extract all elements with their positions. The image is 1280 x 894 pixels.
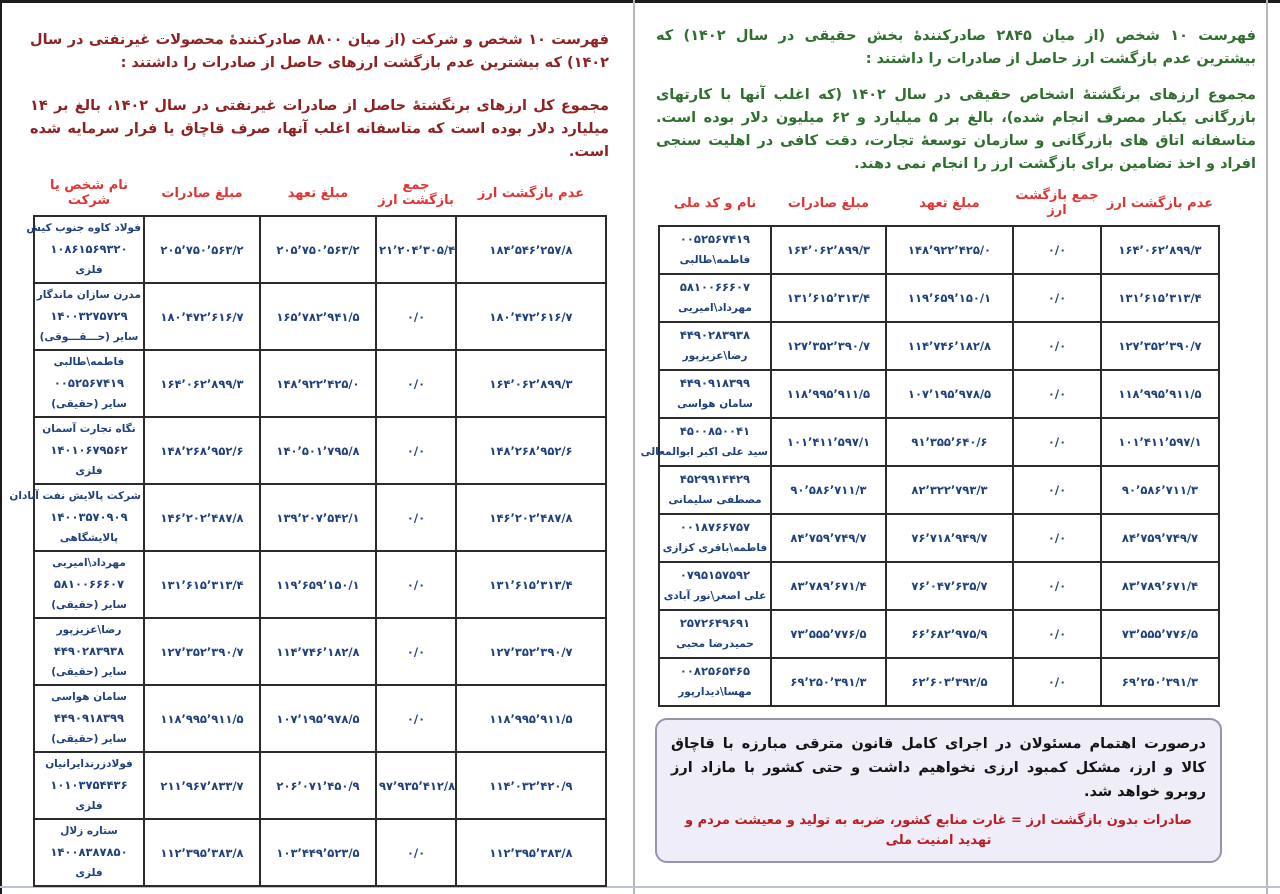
national-code: ۰۰۸۲۵۶۵۴۶۵ <box>679 664 751 678</box>
table-row <box>34 216 606 283</box>
cell-export: ۱۱۸٬۹۹۵٬۹۱۱/۵ <box>771 370 886 418</box>
cell-returned: ۰/۰ <box>1013 658 1101 706</box>
panel-individuals <box>636 0 1268 894</box>
entity-category: سایر (حـــقـــوقی) <box>39 331 139 343</box>
table-row <box>659 466 1219 514</box>
cell-no-return: ۱۲۷٬۳۵۲٬۳۹۰/۷ <box>1101 322 1219 370</box>
table-row <box>34 417 606 484</box>
cell-no-return: ۸۳٬۷۸۹٬۶۷۱/۴ <box>1101 562 1219 610</box>
cell-entity <box>26 216 144 283</box>
table-row <box>34 283 606 350</box>
cell-no-return: ۱۶۴٬۰۶۲٬۸۹۹/۳ <box>1101 226 1219 274</box>
entity-name: ستاره زلال <box>60 825 118 837</box>
entity-name: نگاه تجارت آسمان <box>42 423 136 435</box>
table-row <box>659 274 1219 322</box>
cell-returned: ۹۷٬۹۳۵٬۴۱۲/۸ <box>376 752 456 819</box>
cell-entity <box>34 819 144 886</box>
cell-commitment: ۶۶٬۶۸۲٬۹۷۵/۹ <box>886 610 1013 658</box>
companies-table <box>9 178 607 887</box>
cell-returned: ۰/۰ <box>1013 514 1101 562</box>
cell-no-return: ۱۶۴٬۰۶۲٬۸۹۹/۳ <box>456 350 606 417</box>
cell-no-return: ۱۴۶٬۲۰۲٬۴۸۷/۸ <box>456 484 606 551</box>
table-row <box>34 819 606 886</box>
cell-person <box>640 418 771 466</box>
table-row <box>34 618 606 685</box>
cell-commitment: ۱۰۷٬۱۹۵٬۹۷۸/۵ <box>260 685 376 752</box>
cell-export: ۱۱۸٬۹۹۵٬۹۱۱/۵ <box>144 685 260 752</box>
entity-name: فولادزرندایرانیان <box>45 758 133 770</box>
national-code: ۰۷۹۵۱۵۷۵۹۲ <box>679 568 751 582</box>
cell-returned: ۲۱٬۲۰۴٬۳۰۵/۴ <box>376 216 456 283</box>
cell-person <box>659 562 771 610</box>
cell-returned: ۰/۰ <box>376 685 456 752</box>
cell-person <box>659 466 771 514</box>
cell-export: ۱۲۷٬۳۵۲٬۳۹۰/۷ <box>144 618 260 685</box>
cell-returned: ۰/۰ <box>376 484 456 551</box>
cell-no-return: ۱۴۸٬۲۶۸٬۹۵۲/۶ <box>456 417 606 484</box>
col-header-name: نام شخص یا شرکت <box>50 178 128 208</box>
entity-code: ۱۴۰۰۳۵۷۰۹۰۹ <box>50 510 128 524</box>
person-name: رضا\عزیزپور <box>682 350 748 362</box>
entity-category: فلزی <box>75 800 103 812</box>
cell-returned: ۰/۰ <box>376 417 456 484</box>
col-header-commitment: مبلغ تعهد <box>919 195 980 211</box>
cell-commitment: ۱۴۸٬۹۲۲٬۴۲۵/۰ <box>886 226 1013 274</box>
panel-divider <box>633 0 635 894</box>
national-code: ۰۰۱۸۷۶۶۷۵۷ <box>679 520 751 534</box>
cell-commitment: ۷۶٬۰۴۷٬۶۳۵/۷ <box>886 562 1013 610</box>
table-row <box>659 370 1219 418</box>
entity-code: ۴۴۹۰۹۱۸۳۹۹ <box>53 711 125 725</box>
table-row <box>659 418 1219 466</box>
cell-commitment: ۱۱۴٬۷۴۶٬۱۸۲/۸ <box>260 618 376 685</box>
col-header-export: مبلغ صادرات <box>161 185 243 201</box>
cell-no-return: ۱۱۸٬۹۹۵٬۹۱۱/۵ <box>456 685 606 752</box>
cell-no-return: ۱۲۷٬۳۵۲٬۳۹۰/۷ <box>456 618 606 685</box>
entity-category: سایر (حقیقی) <box>51 398 127 410</box>
col-header-commitment: مبلغ تعهد <box>287 185 349 201</box>
national-code: ۴۴۹۰۹۱۸۳۹۹ <box>679 376 751 390</box>
cell-export: ۸۳٬۷۸۹٬۶۷۱/۴ <box>771 562 886 610</box>
cell-entity <box>34 417 144 484</box>
cell-entity <box>34 618 144 685</box>
cell-no-return: ۱۰۱٬۴۱۱٬۵۹۷/۱ <box>1101 418 1219 466</box>
cell-commitment: ۹۱٬۳۵۵٬۶۴۰/۶ <box>886 418 1013 466</box>
table-row <box>34 484 606 551</box>
cell-commitment: ۶۲٬۶۰۳٬۳۹۲/۵ <box>886 658 1013 706</box>
cell-commitment: ۱۴۸٬۹۲۲٬۴۲۵/۰ <box>260 350 376 417</box>
entity-code: ۱۴۰۰۸۳۸۷۸۵۰ <box>50 845 128 859</box>
cell-no-return: ۱۳۱٬۶۱۵٬۳۱۳/۴ <box>1101 274 1219 322</box>
national-code: ۵۸۱۰۰۶۶۶۰۷ <box>679 280 751 294</box>
national-code: ۴۴۹۰۲۸۳۹۳۸ <box>679 328 751 342</box>
col-header-export: مبلغ صادرات <box>787 195 870 211</box>
cell-no-return: ۶۹٬۲۵۰٬۳۹۱/۳ <box>1101 658 1219 706</box>
cell-commitment: ۱۰۳٬۴۴۹٬۵۲۳/۵ <box>260 819 376 886</box>
entity-category: فلزی <box>75 264 103 276</box>
cell-commitment: ۱۴۰٬۵۰۱٬۷۹۵/۸ <box>260 417 376 484</box>
national-code: ۴۵۰۰۸۵۰۰۴۱ <box>679 424 751 438</box>
left-summary-paragraph: مجموع کل ارزهای برنگشتهٔ حاصل از صادرات غیرنفتی در سال ۱۴۰۲، بالغ بر ۱۴ میلیارد دلار بوده است که متاسفانه اغلب آنها، صرف قاچاق یا فرار سرمایه شده است. <box>30 98 609 160</box>
cell-entity <box>9 484 144 551</box>
table-row <box>34 350 606 417</box>
cell-export: ۲۰۵٬۷۵۰٬۵۶۳/۲ <box>144 216 260 283</box>
person-name: مهرداد\امیریی <box>678 302 752 314</box>
cell-returned: ۰/۰ <box>376 819 456 886</box>
cell-returned: ۰/۰ <box>1013 610 1101 658</box>
cell-commitment: ۲۰۵٬۷۵۰٬۵۶۳/۲ <box>260 216 376 283</box>
cell-export: ۷۳٬۵۵۵٬۷۷۶/۵ <box>771 610 886 658</box>
cell-entity <box>34 283 144 350</box>
table-header-row <box>34 178 606 216</box>
entity-name: فولاد کاوه جنوب کیش <box>26 222 141 234</box>
cell-person <box>659 610 771 658</box>
cell-entity <box>34 752 144 819</box>
national-code: ۲۵۷۲۶۴۹۶۹۱ <box>679 616 751 630</box>
cell-export: ۱۳۱٬۶۱۵٬۳۱۳/۴ <box>144 551 260 618</box>
entity-name: شرکت پالایش نفت آبادان <box>9 490 141 502</box>
notice-slogan-text: صادرات بدون بازگشت ارز = غارت منابع کشور، ضربه به تولید و معیشت مردم و تهدید امنیت ملی <box>685 813 1192 848</box>
entity-code: ۱۰۱۰۳۷۵۴۴۳۶ <box>50 778 128 792</box>
entity-category: سایر (حقیقی) <box>51 599 127 611</box>
cell-export: ۱۳۱٬۶۱۵٬۳۱۳/۴ <box>771 274 886 322</box>
cell-commitment: ۸۲٬۳۲۲٬۷۹۳/۳ <box>886 466 1013 514</box>
cell-returned: ۰/۰ <box>1013 274 1101 322</box>
entity-code: ۴۴۹۰۲۸۳۹۳۸ <box>53 644 125 658</box>
cell-commitment: ۱۰۷٬۱۹۵٬۹۷۸/۵ <box>886 370 1013 418</box>
individuals-table <box>640 188 1220 707</box>
col-header-no-return: عدم بازگشت ارز <box>477 185 585 201</box>
cell-person <box>659 514 771 562</box>
person-name: سید علی اکبر ابوالمعالی <box>640 446 768 458</box>
table-row <box>659 562 1219 610</box>
right-intro-paragraph: فهرست ۱۰ شخص (از میان ۲۸۴۵ صادرکنندهٔ بخش حقیقی در سال ۱۴۰۲) که بیشترین عدم بازگشت ارز حاصل از صادرات را داشتند : <box>656 28 1256 67</box>
entity-name: رضا\عزیزپور <box>56 624 122 636</box>
col-header-no-return: عدم بازگشت ارز <box>1106 195 1214 211</box>
cell-commitment: ۱۶۵٬۷۸۲٬۹۴۱/۵ <box>260 283 376 350</box>
table-header-row <box>659 188 1219 226</box>
entity-name: مهرداد\امیریی <box>52 557 126 569</box>
table-row <box>659 514 1219 562</box>
cell-commitment: ۱۳۹٬۲۰۷٬۵۴۲/۱ <box>260 484 376 551</box>
cell-no-return: ۱۳۱٬۶۱۵٬۳۱۳/۴ <box>456 551 606 618</box>
entity-category: سایر (حقیقی) <box>51 666 127 678</box>
table-row <box>34 752 606 819</box>
cell-export: ۱۰۱٬۴۱۱٬۵۹۷/۱ <box>771 418 886 466</box>
entity-category: فلزی <box>75 867 103 879</box>
table-row <box>659 658 1219 706</box>
footer-notice-box <box>655 718 1222 863</box>
cell-returned: ۰/۰ <box>1013 370 1101 418</box>
cell-export: ۱۶۴٬۰۶۲٬۸۹۹/۳ <box>144 350 260 417</box>
national-code: ۰۰۵۲۵۶۷۴۱۹ <box>679 232 751 246</box>
cell-no-return: ۱۸۴٬۵۴۶٬۲۵۷/۸ <box>456 216 606 283</box>
entity-name: سامان هواسی <box>51 691 127 703</box>
col-header-name: نام و کد ملی <box>673 195 757 211</box>
entity-category: پالایشگاهی <box>59 532 119 544</box>
entity-code: ۱۰۸۶۱۵۶۹۳۲۰ <box>50 242 128 256</box>
cell-returned: ۰/۰ <box>376 551 456 618</box>
cell-export: ۱۶۴٬۰۶۲٬۸۹۹/۳ <box>771 226 886 274</box>
person-name: مصطفی سلیمانی <box>668 494 762 506</box>
cell-no-return: ۹۰٬۵۸۶٬۷۱۱/۳ <box>1101 466 1219 514</box>
cell-export: ۶۹٬۲۵۰٬۳۹۱/۳ <box>771 658 886 706</box>
cell-returned: ۰/۰ <box>1013 418 1101 466</box>
right-summary-paragraph: مجموع ارزهای برنگشتهٔ اشخاص حقیقی در سال ۱۴۰۲ (که اغلب آنها با کارتهای بازرگانی یکبار مصرف انجام شده)، بالغ بر ۵ میلیارد و ۶۲ میلیون دلار بوده است. متاسفانه اتاق های بازرگانی و سازمان توسعهٔ تجارت، دقت کافی در اهلیت سنجی افراد و اخذ تضامین برای بازگشت ارز را انجام نمی دهند. <box>656 87 1257 172</box>
cell-entity <box>34 551 144 618</box>
national-code: ۴۵۲۹۹۱۴۴۲۹ <box>679 472 751 486</box>
cell-export: ۱۸۰٬۴۷۲٬۶۱۶/۷ <box>144 283 260 350</box>
person-name: حمیدرضا محبی <box>676 638 754 650</box>
cell-no-return: ۸۴٬۷۵۹٬۷۴۹/۷ <box>1101 514 1219 562</box>
entity-name: مدرن سازان ماندگار <box>36 289 141 301</box>
cell-export: ۱۱۲٬۳۹۵٬۳۸۳/۸ <box>144 819 260 886</box>
cell-no-return: ۱۱۸٬۹۹۵٬۹۱۱/۵ <box>1101 370 1219 418</box>
cell-returned: ۰/۰ <box>1013 226 1101 274</box>
cell-person <box>659 322 771 370</box>
entity-code: ۵۸۱۰۰۶۶۶۰۷ <box>53 577 125 591</box>
table-row <box>659 226 1219 274</box>
entity-category: سایر (حقیقی) <box>51 733 127 745</box>
col-header-returned: جمع بازگشت ارز <box>378 178 454 208</box>
table-row <box>659 322 1219 370</box>
cell-returned: ۰/۰ <box>1013 562 1101 610</box>
cell-export: ۹۰٬۵۸۶٬۷۱۱/۳ <box>771 466 886 514</box>
person-name: سامان هواسی <box>677 398 753 410</box>
cell-commitment: ۱۱۹٬۶۵۹٬۱۵۰/۱ <box>886 274 1013 322</box>
person-name: مهسا\دیدارپور <box>678 686 752 698</box>
panel-companies <box>0 0 633 894</box>
cell-commitment: ۲۰۶٬۰۷۱٬۴۵۰/۹ <box>260 752 376 819</box>
person-name: فاطمه\طالبی <box>679 254 751 266</box>
entity-category: فلزی <box>75 465 103 477</box>
cell-commitment: ۱۱۴٬۷۴۶٬۱۸۲/۸ <box>886 322 1013 370</box>
table-row <box>34 685 606 752</box>
cell-returned: ۰/۰ <box>376 350 456 417</box>
table-row <box>659 610 1219 658</box>
cell-export: ۱۲۷٬۳۵۲٬۳۹۰/۷ <box>771 322 886 370</box>
table-row <box>34 551 606 618</box>
person-name: فاطمه\باقری کزازی <box>662 542 768 554</box>
cell-entity <box>34 350 144 417</box>
cell-person <box>659 274 771 322</box>
cell-no-return: ۱۸۰٬۴۷۲٬۶۱۶/۷ <box>456 283 606 350</box>
col-header-returned: جمع بازگشت ارز <box>1015 188 1099 218</box>
entity-code: ۱۴۰۰۳۲۷۵۷۲۹ <box>50 309 128 323</box>
cell-export: ۸۴٬۷۵۹٬۷۴۹/۷ <box>771 514 886 562</box>
cell-no-return: ۷۳٬۵۵۵٬۷۷۶/۵ <box>1101 610 1219 658</box>
cell-entity <box>34 685 144 752</box>
cell-returned: ۰/۰ <box>1013 322 1101 370</box>
cell-no-return: ۱۱۲٬۳۹۵٬۳۸۳/۸ <box>456 819 606 886</box>
cell-returned: ۰/۰ <box>376 283 456 350</box>
entity-code: ۰۰۵۲۵۶۷۴۱۹ <box>53 376 125 390</box>
cell-person <box>659 226 771 274</box>
notice-main-text: درصورت اهتمام مسئولان در اجرای کامل قانون مترقی مبارزه با قاچاق کالا و ارز، مشکل کمبود ارزی نخواهیم داشت و حتی کشور با مازاد ارز روبرو خواهد شد. <box>671 736 1206 800</box>
cell-returned: ۰/۰ <box>376 618 456 685</box>
left-intro-paragraph: فهرست ۱۰ شخص و شرکت (از میان ۸۸۰۰ صادرکنندهٔ محصولات غیرنفتی در سال ۱۴۰۲) که بیشترین عدم بازگشت ارزهای حاصل از صادرات را داشتند : <box>30 32 609 71</box>
entity-code: ۱۴۰۱۰۶۷۹۵۶۲ <box>50 443 128 457</box>
cell-export: ۲۱۱٬۹۶۷٬۸۳۳/۷ <box>144 752 260 819</box>
person-name: علی اصغر\نور آبادی <box>663 590 767 602</box>
cell-person <box>659 370 771 418</box>
entity-name: فاطمه\طالبی <box>53 356 125 368</box>
cell-export: ۱۴۸٬۲۶۸٬۹۵۲/۶ <box>144 417 260 484</box>
cell-commitment: ۱۱۹٬۶۵۹٬۱۵۰/۱ <box>260 551 376 618</box>
cell-no-return: ۱۱۴٬۰۳۲٬۴۲۰/۹ <box>456 752 606 819</box>
cell-returned: ۰/۰ <box>1013 466 1101 514</box>
cell-export: ۱۴۶٬۲۰۲٬۴۸۷/۸ <box>144 484 260 551</box>
cell-person <box>659 658 771 706</box>
cell-commitment: ۷۶٬۷۱۸٬۹۴۹/۷ <box>886 514 1013 562</box>
